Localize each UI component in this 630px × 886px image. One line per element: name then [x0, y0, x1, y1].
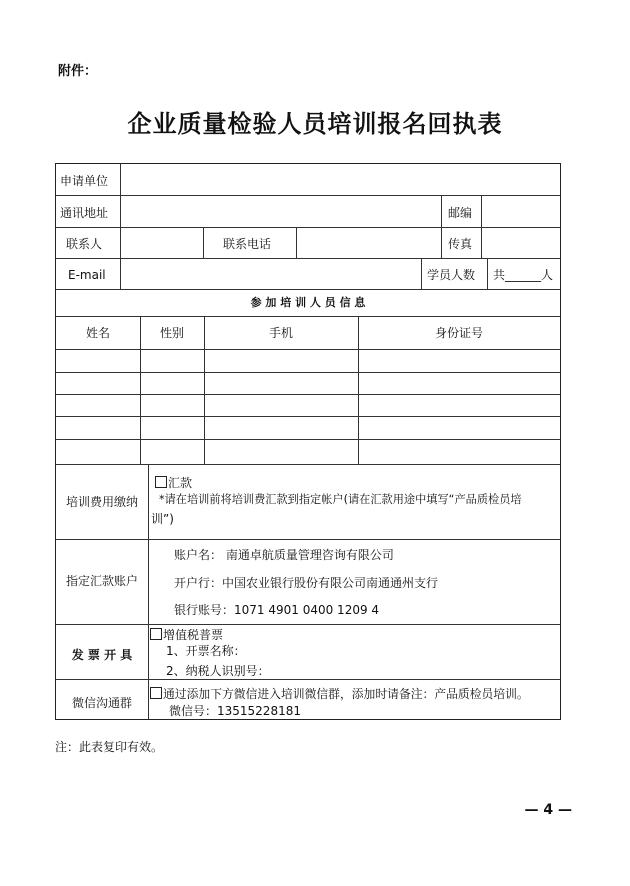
fax-label: 传真: [448, 237, 473, 251]
fee-label: 培训费用缴纳: [65, 495, 138, 509]
wechat-label: 微信沟通群: [71, 696, 132, 710]
phone-label: 联系电话: [223, 237, 272, 251]
col-name: 姓名: [85, 326, 110, 340]
checkbox-icon: [150, 687, 162, 699]
section-title: 参 加 培 训 人 员 信 息: [250, 296, 366, 309]
account-bank: 开户行：中国农业银行股份有限公司南通通州支行: [174, 576, 439, 590]
fee-note-line2: 训”): [151, 512, 174, 526]
registration-form-table: [55, 163, 561, 720]
attachment-label: 附件：: [58, 64, 98, 79]
applicant-label: 申请单位: [60, 174, 109, 188]
count-label: 学员人数: [427, 268, 476, 282]
page-number: — 4 —: [524, 802, 572, 818]
account-label: 指定汇款账户: [65, 574, 138, 588]
checkbox-icon: [150, 628, 162, 640]
col-gender: 性别: [159, 326, 184, 340]
invoice-item-2: 2、纳税人识别号：: [166, 664, 270, 678]
address-label: 通讯地址: [60, 206, 109, 220]
col-id-number: 身份证号: [434, 326, 483, 340]
account-name: 账户名： 南通卓航质量管理咨询有限公司: [174, 548, 394, 562]
contact-label: 联系人: [66, 237, 103, 251]
wechat-line2: 微信号：13515228181: [169, 704, 301, 718]
fee-note-line1: *请在培训前将培训费汇款到指定帐户(请在汇款用途中填写“产品质检员培: [159, 493, 522, 506]
wechat-option[interactable]: [150, 687, 529, 701]
form-title: 企业质量检验人员培训报名回执表: [127, 110, 503, 138]
wechat-line1: 通过添加下方微信进入培训微信群，添加时请备注：产品质检员培训。: [163, 687, 529, 701]
col-mobile: 手机: [268, 326, 293, 340]
invoice-label: 发 票 开 具: [71, 648, 133, 662]
checkbox-icon: [155, 476, 167, 488]
account-number: 银行账号：1071 4901 0400 1209 4: [174, 603, 380, 617]
fee-option[interactable]: [155, 476, 192, 489]
invoice-option[interactable]: [150, 628, 223, 641]
invoice-item-1: 1、开票名称：: [166, 644, 246, 658]
invoice-option-text: 增值税普票: [163, 628, 224, 642]
email-label: E-mail: [68, 268, 106, 282]
fee-option-text: 汇款: [168, 476, 193, 490]
count-value: 共______人: [493, 268, 554, 282]
postcode-label: 邮编: [448, 206, 473, 220]
footer-note: 注：此表复印有效。: [55, 740, 164, 754]
